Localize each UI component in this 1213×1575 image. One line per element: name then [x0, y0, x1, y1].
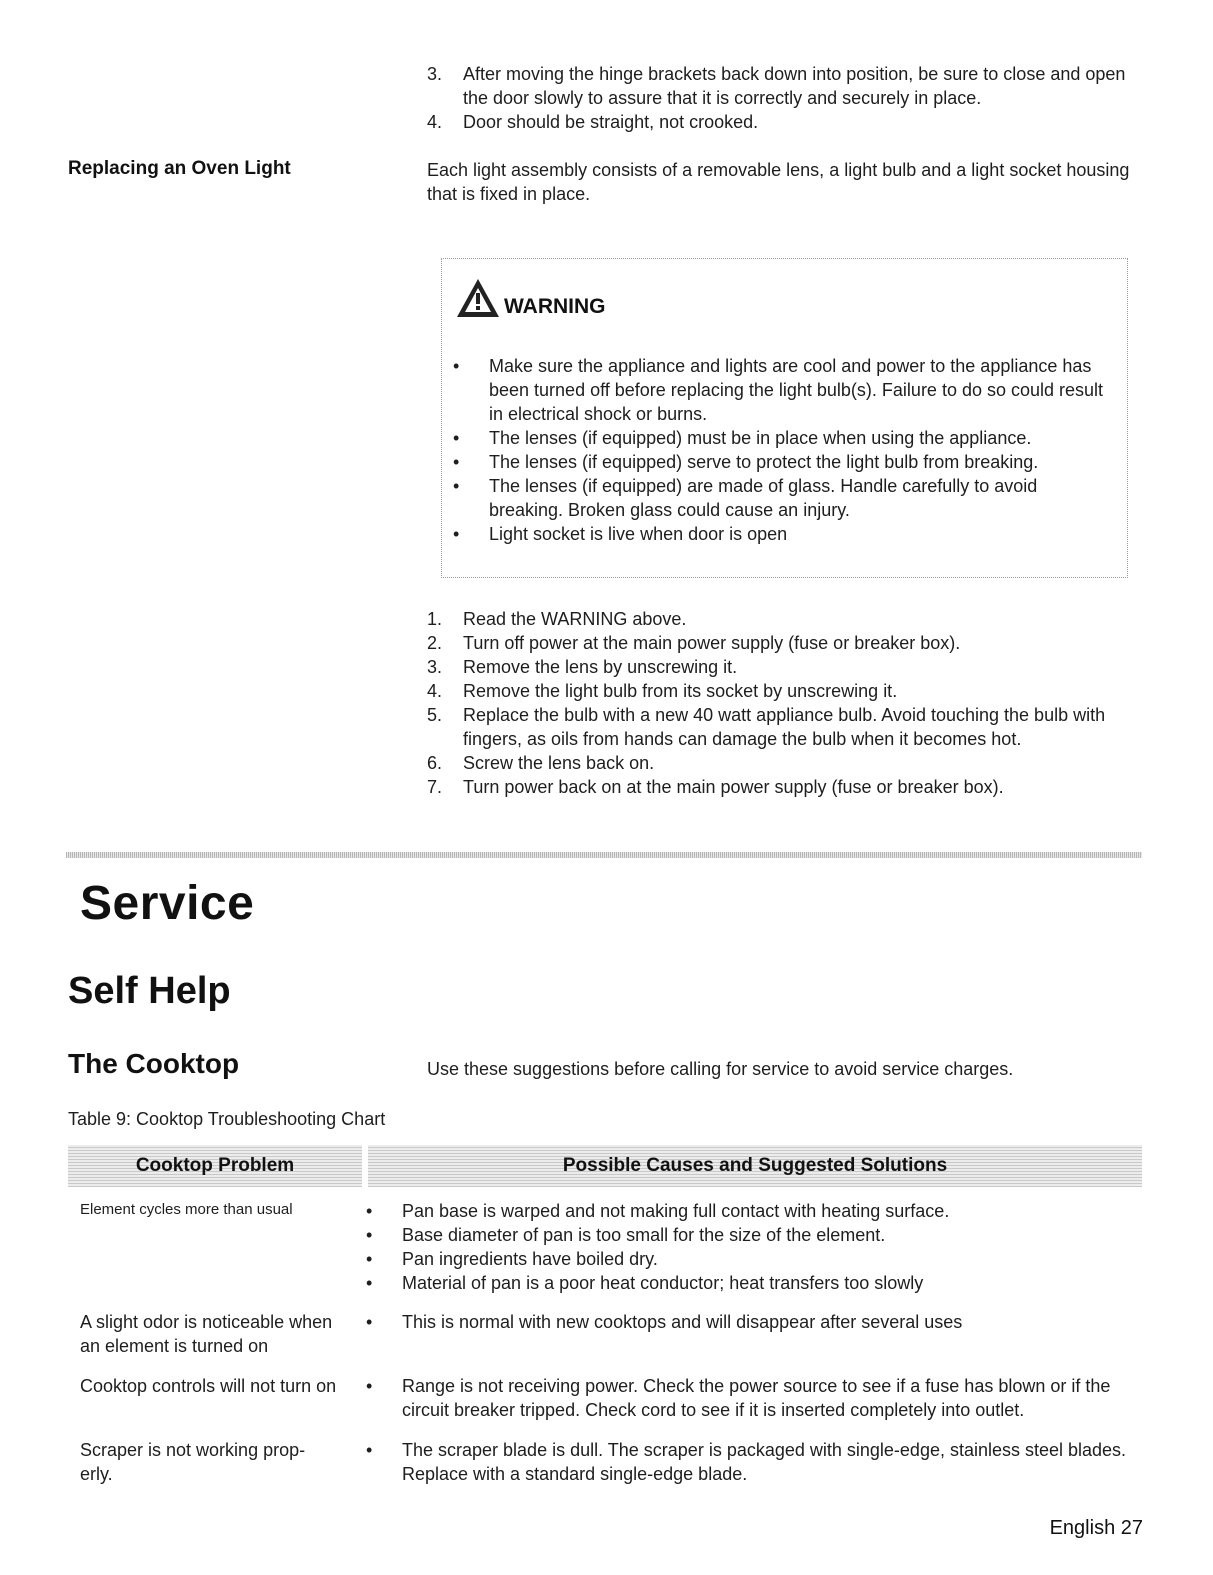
- problem-cell: Cooktop controls will not turn on: [80, 1376, 337, 1396]
- door-steps-list: [427, 62, 1147, 134]
- oven-light-steps: [427, 607, 1142, 799]
- step-number: 5.: [427, 705, 443, 725]
- list-item: [427, 62, 1147, 110]
- warning-triangle-icon: [456, 277, 500, 319]
- solutions-list: [366, 1199, 1106, 1295]
- solution-text: Pan ingredients have boiled dry.: [402, 1249, 658, 1269]
- step-number: 1.: [427, 609, 443, 629]
- step-text: Screw the lens back on.: [463, 753, 655, 773]
- bullet: •: [453, 524, 460, 544]
- warning-text: The lenses (if equipped) serve to protect the light bulb from breaking.: [489, 452, 1039, 472]
- list-item: [427, 655, 1142, 679]
- solutions-cell: [366, 1374, 1156, 1422]
- solution-text: Range is not receiving power. Check the power source to see if a fuse has blown or if the circuit breaker tripped. Check cord to see if it is inserted completely into outlet.: [402, 1376, 1111, 1420]
- solutions-list: [366, 1310, 1106, 1334]
- list-item: [453, 426, 1113, 450]
- subsection-title: Self Help: [68, 970, 231, 1012]
- column-header-problem: Cooktop Problem: [68, 1145, 362, 1187]
- page-footer: English 27: [1049, 1517, 1143, 1539]
- solutions-cell: [366, 1438, 1156, 1486]
- bullet: •: [453, 452, 460, 472]
- list-item: [366, 1271, 1106, 1295]
- step-text: After moving the hinge brackets back down into position, be sure to close and open the door slowly to assure that it is correctly and securely in place.: [463, 64, 1126, 108]
- warning-box: [441, 258, 1128, 578]
- warning-title: WARNING: [504, 295, 606, 318]
- step-number: 2.: [427, 633, 443, 653]
- bullet: •: [366, 1376, 373, 1396]
- solution-text: This is normal with new cooktops and will disappear after several uses: [402, 1312, 963, 1332]
- list-item: [366, 1374, 1136, 1422]
- solutions-cell: [366, 1310, 1156, 1334]
- step-text: Remove the lens by unscrewing it.: [463, 657, 738, 677]
- list-item: [453, 522, 1113, 546]
- oven-light-intro: Each light assembly consists of a removable lens, a light bulb and a light socket housing that is fixed in place.: [427, 160, 1130, 204]
- bullet: •: [366, 1440, 373, 1460]
- solution-text: Base diameter of pan is too small for the size of the element.: [402, 1225, 886, 1245]
- problem-cell: A slight odor is noticeable when an element is turned on: [80, 1312, 333, 1356]
- bullet: •: [366, 1225, 373, 1245]
- warning-header: [456, 277, 606, 319]
- list-item: [366, 1310, 1106, 1334]
- list-item: [427, 607, 1142, 631]
- section-divider: [66, 852, 1142, 858]
- list-item: [427, 110, 1147, 134]
- list-item: [366, 1247, 1106, 1271]
- problem-cell: Element cycles more than usual: [80, 1201, 293, 1218]
- step-number: 3.: [427, 657, 443, 677]
- bullet: •: [453, 356, 460, 376]
- step-text: Turn off power at the main power supply (fuse or breaker box).: [463, 633, 961, 653]
- solutions-cell: [366, 1199, 1156, 1295]
- step-text: Replace the bulb with a new 40 watt appliance bulb. Avoid touching the bulb with fingers, as oils from hands can damage the bulb when it becomes hot.: [463, 705, 1106, 749]
- table-caption: Table 9: Cooktop Troubleshooting Chart: [68, 1109, 386, 1129]
- list-item: [453, 450, 1113, 474]
- list-item: [427, 631, 1142, 655]
- list-item: [366, 1223, 1106, 1247]
- cooktop-intro: Use these suggestions before calling for service to avoid service charges.: [427, 1059, 1014, 1079]
- list-item: [427, 679, 1142, 703]
- solution-text: Pan base is warped and not making full contact with heating surface.: [402, 1201, 950, 1221]
- solutions-list: [366, 1374, 1136, 1422]
- list-item: [427, 703, 1142, 751]
- step-number: 4.: [427, 681, 443, 701]
- step-number: 6.: [427, 753, 443, 773]
- step-text: Read the WARNING above.: [463, 609, 687, 629]
- section-title: Service: [80, 877, 255, 930]
- bullet: •: [366, 1249, 373, 1269]
- step-text: Remove the light bulb from its socket by unscrewing it.: [463, 681, 898, 701]
- bullet: •: [366, 1312, 373, 1332]
- solution-text: Material of pan is a poor heat conductor; heat transfers too slowly: [402, 1273, 924, 1293]
- warning-text: Make sure the appliance and lights are cool and power to the appliance has been turned off before replacing the light bulb(s). Failure to do so could result in electrical shock or burns.: [489, 356, 1104, 424]
- list-item: [366, 1438, 1136, 1486]
- list-item: [427, 751, 1142, 775]
- step-number: 7.: [427, 777, 443, 797]
- list-item: [453, 474, 1113, 522]
- list-item: [366, 1199, 1106, 1223]
- cooktop-heading: The Cooktop: [68, 1048, 240, 1079]
- bullet: •: [366, 1273, 373, 1293]
- table-header: [68, 1145, 1142, 1187]
- step-number: 3.: [427, 64, 443, 84]
- step-text: Turn power back on at the main power supply (fuse or breaker box).: [463, 777, 1004, 797]
- problem-cell: Scraper is not working prop-erly.: [80, 1440, 306, 1484]
- warning-list: [453, 354, 1113, 546]
- column-header-solutions: Possible Causes and Suggested Solutions: [368, 1145, 1142, 1187]
- oven-light-heading: Replacing an Oven Light: [68, 158, 291, 179]
- warning-text: Light socket is live when door is open: [489, 524, 788, 544]
- list-item: [427, 775, 1142, 799]
- solutions-list: [366, 1438, 1136, 1486]
- solution-text: The scraper blade is dull. The scraper is packaged with single-edge, stainless steel blades. Replace with a standard single-edge blade.: [402, 1440, 1127, 1484]
- bullet: •: [453, 476, 460, 496]
- warning-text: The lenses (if equipped) are made of glass. Handle carefully to avoid breaking. Broken glass could cause an injury.: [489, 476, 1038, 520]
- warning-text: The lenses (if equipped) must be in place when using the appliance.: [489, 428, 1032, 448]
- bullet: •: [366, 1201, 373, 1221]
- list-item: [453, 354, 1113, 426]
- bullet: •: [453, 428, 460, 448]
- step-number: 4.: [427, 112, 443, 132]
- step-text: Door should be straight, not crooked.: [463, 112, 759, 132]
